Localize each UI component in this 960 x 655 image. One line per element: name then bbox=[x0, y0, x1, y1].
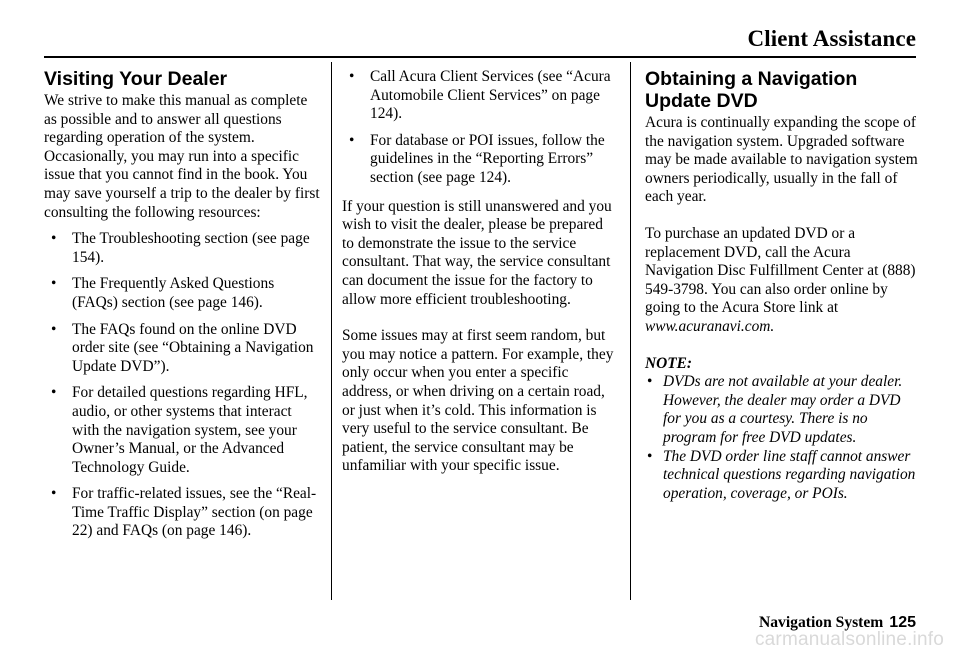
list-item: • Call Acura Client Services (see “Acura Automobile Client Services” on page 124). bbox=[342, 68, 617, 124]
resource-list bbox=[44, 230, 322, 541]
section-heading-update-dvd: Obtaining a Navigation Update DVD bbox=[645, 68, 858, 112]
list-item: • The DVD order line staff cannot answer technical questions regarding navigation operation, coverage, or POIs. bbox=[645, 448, 920, 504]
column-divider-left bbox=[331, 62, 332, 600]
list-item: • DVDs are not available at your dealer. However, the dealer may order a DVD for you as a courtesy. There is no program for free DVD updates. bbox=[645, 373, 920, 447]
column-visiting-dealer bbox=[44, 68, 322, 549]
resource-list-continued bbox=[342, 68, 617, 188]
paragraph-expanding-scope: Acura is continually expanding the scope of the navigation system. Upgraded software may be made available to navigation system owners periodically, usually in the fall of each year. bbox=[645, 114, 918, 206]
section-heading-visiting-dealer: Visiting Your Dealer bbox=[44, 68, 228, 90]
paragraph-visit-dealer: If your question is still unanswered and you wish to visit the dealer, please be prepared to demonstrate the issue to the service consultant. That way, the service consultant can document the issue for the factory to allow more efficient troubleshooting. bbox=[342, 197, 612, 308]
column-divider-right bbox=[630, 62, 631, 600]
footer-label: Navigation System bbox=[758, 614, 884, 631]
header-rule bbox=[44, 56, 916, 58]
page-title: Client Assistance bbox=[747, 26, 916, 51]
store-link[interactable]: www.acuranavi.com. bbox=[645, 317, 775, 335]
column-dealer-continued bbox=[342, 68, 617, 494]
list-item: • For detailed questions regarding HFL, audio, or other systems that interact with the navigation system, see your Owner’s Manual, or the Advanced Technology Guide. bbox=[44, 384, 322, 477]
intro-paragraph: We strive to make this manual as complete as possible and to answer all questions regarding operation of the system. Occasionally, you may run into a specific issue that you cannot find in the book. You may save yourself a trip to the dealer by first consulting the following resources: bbox=[44, 92, 320, 221]
paragraph-patterns: Some issues may at first seem random, but you may notice a pattern. For example, they only occur when you enter a specific address, or when driving on a certain road, or just when it’s cold. This information is very useful to the service consultant. Be patient, the service consultant may be unfamiliar with your specific issue. bbox=[342, 327, 614, 475]
list-item: • For database or POI issues, follow the guidelines in the “Reporting Errors” section (see page 124). bbox=[342, 132, 617, 188]
paragraph-purchase-dvd bbox=[645, 225, 920, 337]
list-item: • The Troubleshooting section (see page 154). bbox=[44, 230, 322, 267]
note-list bbox=[645, 373, 920, 503]
list-item: • The FAQs found on the online DVD order site (see “Obtaining a Navigation Update DVD”). bbox=[44, 321, 322, 377]
page-number: 125 bbox=[889, 614, 916, 631]
column-update-dvd bbox=[645, 68, 920, 503]
note-label: NOTE: bbox=[645, 354, 693, 372]
purchase-text: To purchase an updated DVD or a replacement DVD, call the Acura Navigation Disc Fulfillment Center at (888) 549-3798. You can also order online by going to the Acura Store link at bbox=[645, 224, 916, 317]
list-item: • For traffic-related issues, see the “Real-Time Traffic Display” section (on page 22) and FAQs (on page 146). bbox=[44, 485, 322, 541]
list-item: • The Frequently Asked Questions (FAQs) section (see page 146). bbox=[44, 275, 322, 312]
watermark: carmanualsonline.info bbox=[754, 629, 944, 650]
